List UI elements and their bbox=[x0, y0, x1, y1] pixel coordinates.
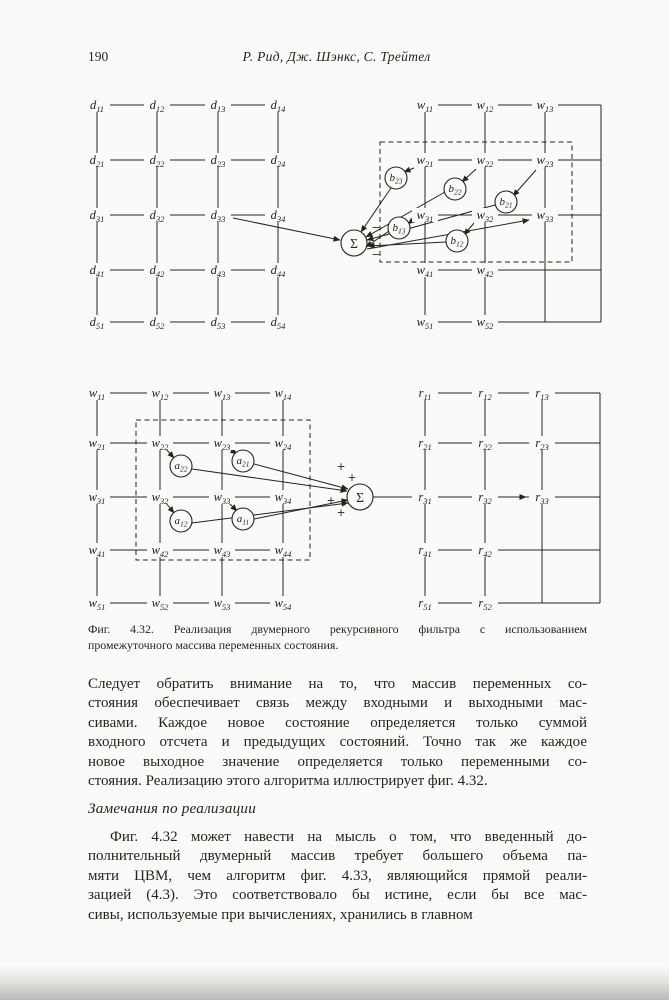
grid-node-label: $w_{13}$ bbox=[213, 386, 231, 402]
grid-node-label: $w_{52}$ bbox=[476, 315, 494, 331]
grid-node-label: $w_{31}$ bbox=[88, 490, 106, 506]
grid-node-label: $w_{11}$ bbox=[416, 98, 434, 114]
text-line: зацией (4.3). Это соответствовало бы истине, если бы все мас- bbox=[88, 887, 587, 904]
grid-node-label: $w_{41}$ bbox=[88, 543, 106, 559]
grid-node-label: $d_{33}$ bbox=[210, 208, 226, 224]
grid-node-label: $d_{53}$ bbox=[210, 315, 226, 331]
text-line: сивами. Каждое новое состояние определяется только суммой bbox=[88, 714, 587, 731]
coef-label: $a_{21}$ bbox=[236, 455, 250, 469]
grid-node-label: $r_{33}$ bbox=[535, 490, 549, 506]
grid-node-label: $d_{51}$ bbox=[89, 315, 105, 331]
grid-node-label: $r_{11}$ bbox=[418, 386, 432, 402]
grid-node-label: $w_{32}$ bbox=[476, 208, 494, 224]
grid-node-label: $r_{12}$ bbox=[478, 386, 492, 402]
diagram-state-array-update bbox=[84, 98, 601, 331]
figure-caption bbox=[88, 622, 587, 653]
grid-node-label: $d_{32}$ bbox=[149, 208, 165, 224]
text-line: входного отсчета и предыдущих состояний. Точно так же каждое bbox=[88, 734, 587, 751]
coef-label: $a_{22}$ bbox=[174, 460, 188, 474]
sign-mark: − bbox=[371, 222, 381, 234]
grid-node-label: $w_{51}$ bbox=[88, 596, 106, 612]
text-line: промежуточного массива переменных состояния. bbox=[88, 637, 339, 652]
grid-node-label: $w_{22}$ bbox=[151, 436, 169, 452]
grid-node-label: $d_{43}$ bbox=[210, 263, 226, 279]
text-line: полнительный двумерный массив требует большего объема па- bbox=[88, 848, 587, 865]
grid-node-label: $w_{22}$ bbox=[476, 153, 494, 169]
grid-node-label: $w_{13}$ bbox=[536, 98, 554, 114]
grid-node-label: $w_{12}$ bbox=[151, 386, 169, 402]
grid-node-label: $r_{31}$ bbox=[418, 490, 432, 506]
grid-node-label: $w_{42}$ bbox=[151, 543, 169, 559]
grid-node-label: $r_{22}$ bbox=[478, 436, 492, 452]
grid-node-label: $d_{24}$ bbox=[270, 153, 286, 169]
sign-mark: + bbox=[336, 507, 346, 519]
text-line: сивы, используемые при вычислениях, хранились в главном bbox=[88, 906, 473, 923]
grid-node-label: $w_{33}$ bbox=[213, 490, 231, 506]
grid-node-label: $r_{52}$ bbox=[478, 596, 492, 612]
grid-node-label: $r_{42}$ bbox=[478, 543, 492, 559]
grid-node-label: $d_{13}$ bbox=[210, 98, 226, 114]
grid-node-label: $r_{13}$ bbox=[535, 386, 549, 402]
paragraph-1 bbox=[88, 675, 587, 791]
sign-mark: + bbox=[326, 495, 336, 507]
sign-mark: + bbox=[336, 461, 346, 473]
grid-node-label: $r_{23}$ bbox=[535, 436, 549, 452]
grid-node-label: $w_{12}$ bbox=[476, 98, 494, 114]
grid-node-label: $r_{21}$ bbox=[418, 436, 432, 452]
grid-node-label: $r_{32}$ bbox=[478, 490, 492, 506]
grid-node-label: $w_{41}$ bbox=[416, 263, 434, 279]
grid-node-label: $r_{51}$ bbox=[418, 596, 432, 612]
grid-node-label: $w_{21}$ bbox=[88, 436, 106, 452]
coef-label: $a_{12}$ bbox=[174, 515, 188, 529]
grid-node-label: $d_{31}$ bbox=[89, 208, 105, 224]
grid-node-label: $d_{41}$ bbox=[89, 263, 105, 279]
grid-node-label: $d_{23}$ bbox=[210, 153, 226, 169]
coef-label: $b_{12}$ bbox=[450, 235, 464, 249]
grid-node-label: $w_{52}$ bbox=[151, 596, 169, 612]
grid-node-label: $d_{44}$ bbox=[270, 263, 286, 279]
grid-node-label: $w_{14}$ bbox=[274, 386, 292, 402]
grid-node-label: $w_{53}$ bbox=[213, 596, 231, 612]
page-number: 190 bbox=[88, 49, 109, 64]
section-heading: Замечания по реализации bbox=[88, 800, 256, 817]
coef-label: $b_{22}$ bbox=[448, 183, 462, 197]
grid-node-label: $w_{34}$ bbox=[274, 490, 292, 506]
grid-node-label: $w_{24}$ bbox=[274, 436, 292, 452]
grid-node-label: $w_{42}$ bbox=[476, 263, 494, 279]
signal-arrow bbox=[513, 170, 536, 196]
grid-node-label: $w_{33}$ bbox=[536, 208, 554, 224]
text-line: Следует обратить внимание на то, что массив переменных со- bbox=[88, 676, 587, 692]
sign-mark: − bbox=[371, 249, 381, 261]
signal-arrow bbox=[254, 464, 348, 489]
text-line: новое выходное значение определяется только переменными со- bbox=[88, 753, 587, 770]
grid-node-label: $d_{52}$ bbox=[149, 315, 165, 331]
grid-node-label: $w_{43}$ bbox=[213, 543, 231, 559]
grid-node-label: $w_{51}$ bbox=[416, 315, 434, 331]
grid-node-label: $d_{11}$ bbox=[89, 98, 105, 114]
grid-node-label: $w_{23}$ bbox=[213, 436, 231, 452]
grid-node-label: $w_{44}$ bbox=[274, 543, 292, 559]
coef-label: $b_{21}$ bbox=[499, 196, 513, 210]
paragraph-2 bbox=[88, 828, 587, 925]
diagram-output-computation bbox=[84, 386, 600, 612]
signal-arrow bbox=[404, 168, 414, 172]
grid-node-label: $d_{54}$ bbox=[270, 315, 286, 331]
grid-node-label: $w_{32}$ bbox=[151, 490, 169, 506]
sum-label: Σ bbox=[350, 236, 358, 251]
grid-node-label: $w_{21}$ bbox=[416, 153, 434, 169]
grid-node-label: $d_{42}$ bbox=[149, 263, 165, 279]
grid-node-label: $d_{22}$ bbox=[149, 153, 165, 169]
grid-node-label: $d_{14}$ bbox=[270, 98, 286, 114]
grid-node-label: $d_{12}$ bbox=[149, 98, 165, 114]
sum-label: Σ bbox=[356, 490, 364, 505]
grid-node-label: $r_{41}$ bbox=[418, 543, 432, 559]
grid-node-label: $w_{11}$ bbox=[88, 386, 106, 402]
grid-node-label: $w_{23}$ bbox=[536, 153, 554, 169]
running-title: Р. Рид, Дж. Шэнкс, С. Трейтел bbox=[242, 49, 431, 64]
signal-arrow bbox=[462, 169, 476, 182]
signal-arrow bbox=[192, 469, 347, 491]
text-line: Фиг. 4.32 может навести на мысль о том, что введенный до- bbox=[110, 829, 587, 845]
signal-arrow bbox=[192, 503, 348, 523]
grid-node-label: $d_{34}$ bbox=[270, 208, 286, 224]
text-line: Фиг. 4.32. Реализация двумерного рекурсивного фильтра с использованием bbox=[88, 622, 587, 636]
coef-label: $a_{11}$ bbox=[236, 513, 250, 527]
coef-label: $b_{23}$ bbox=[389, 172, 403, 186]
text-line: стояния. Реализацию этого алгоритма иллюстрирует фиг. 4.32. bbox=[88, 773, 488, 790]
text-line: стояния обеспечивает связь между входными и выходными мас- bbox=[88, 695, 587, 712]
grid-node-label: $w_{54}$ bbox=[274, 596, 292, 612]
text-line: мяти ЦВМ, чем алгоритм фиг. 4.33, являющийся прямой реали- bbox=[88, 867, 587, 884]
page-bottom-shadow bbox=[0, 966, 669, 1000]
coef-label: $b_{13}$ bbox=[392, 222, 406, 236]
grid-node-label: $w_{31}$ bbox=[416, 208, 434, 224]
sign-mark: + bbox=[347, 472, 357, 484]
grid-node-label: $d_{21}$ bbox=[89, 153, 105, 169]
